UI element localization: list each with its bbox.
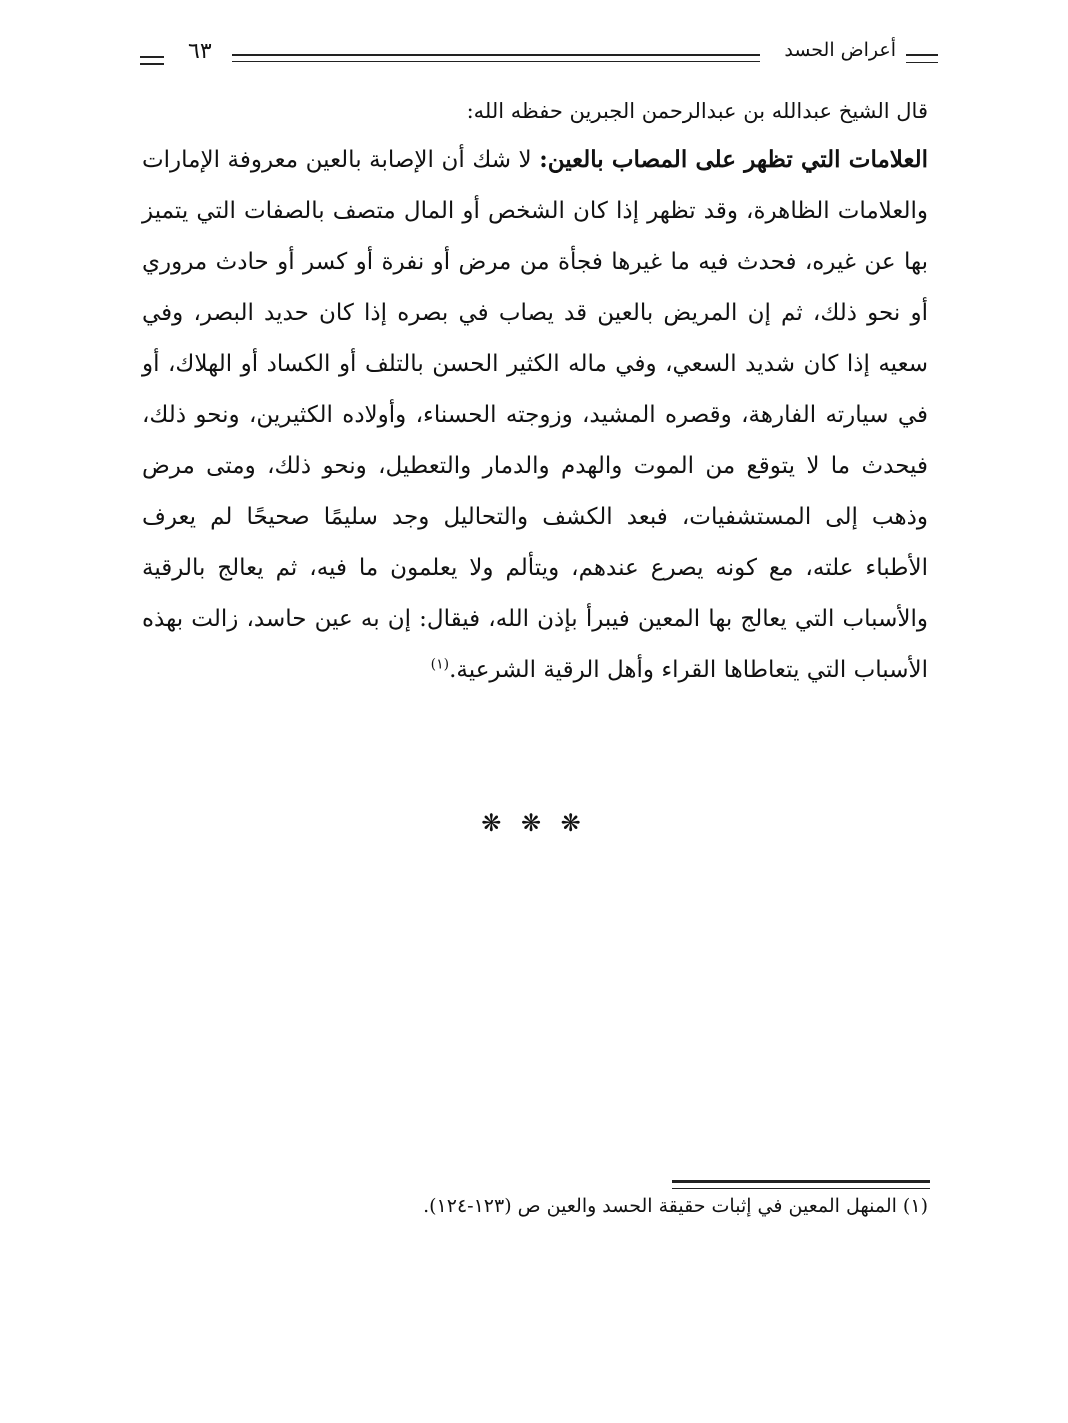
section-separator: ❋ ❋ ❋ [481, 809, 587, 837]
main-text [142, 88, 928, 696]
footnote: (١) المنهل المعين في إثبات حقيقة الحسد والعين ص (١٢٣-١٢٤). [423, 1195, 928, 1217]
header-ornament-left [140, 56, 164, 65]
page-number: ٦٣ [188, 39, 212, 64]
paragraph-text: لا شك أن الإصابة بالعين معروفة الإمارات والعلامات الظاهرة، وقد تظهر إذا كان الشخص أو المال متصف بالصفات التي يتميز بها عن غيره، فحدث فيه ما غيرها فجأة من مرض أو نفرة أو كسر أو حادث مروري أو نحو ذلك، ثم إن المريض بالعين قد يصاب في بصره إذا كان حديد البصر، وفي سعيه إذا كان شديد السعي، وفي ماله الكثير الحسن بالتلف أو الكساد أو الهلاك، أو في سيارته الفارهة، وقصره المشيد، وزوجته الحسناء، وأولاده الكثيرين، ونحو ذلك، فيحدث ما لا يتوقع من الموت والهدم والدمار والتعطيل، ونحو ذلك، ومتى مرض وذهب إلى المستشفيات، فبعد الكشف والتحاليل وجد سليمًا صحيحًا لم يعرف الأطباء علته، مع كونه يصرع عندهم، ويتألم ولا يعلمون ما فيه، ثم يعالج بالرقية والأسباب التي يعالج بها المعين فيبرأ بإذن الله، فيقال: إن به عين حاسد، زالت بهذه الأسباب التي يتعاطاها القراء وأهل الرقية الشرعية. [142, 147, 928, 683]
running-title: أعراض الحسد [784, 39, 896, 61]
section-heading: العلامات التي تظهر على المصاب بالعين: [539, 146, 928, 173]
header-rule [232, 54, 760, 62]
footnote-reference: (١) [430, 656, 450, 673]
intro-line: قال الشيخ عبدالله بن عبدالرحمن الجبرين حفظه الله: [466, 99, 928, 123]
body-paragraph [142, 134, 928, 696]
footnote-rule [672, 1180, 930, 1189]
header-ornament-right [906, 54, 938, 63]
running-header [140, 34, 938, 74]
